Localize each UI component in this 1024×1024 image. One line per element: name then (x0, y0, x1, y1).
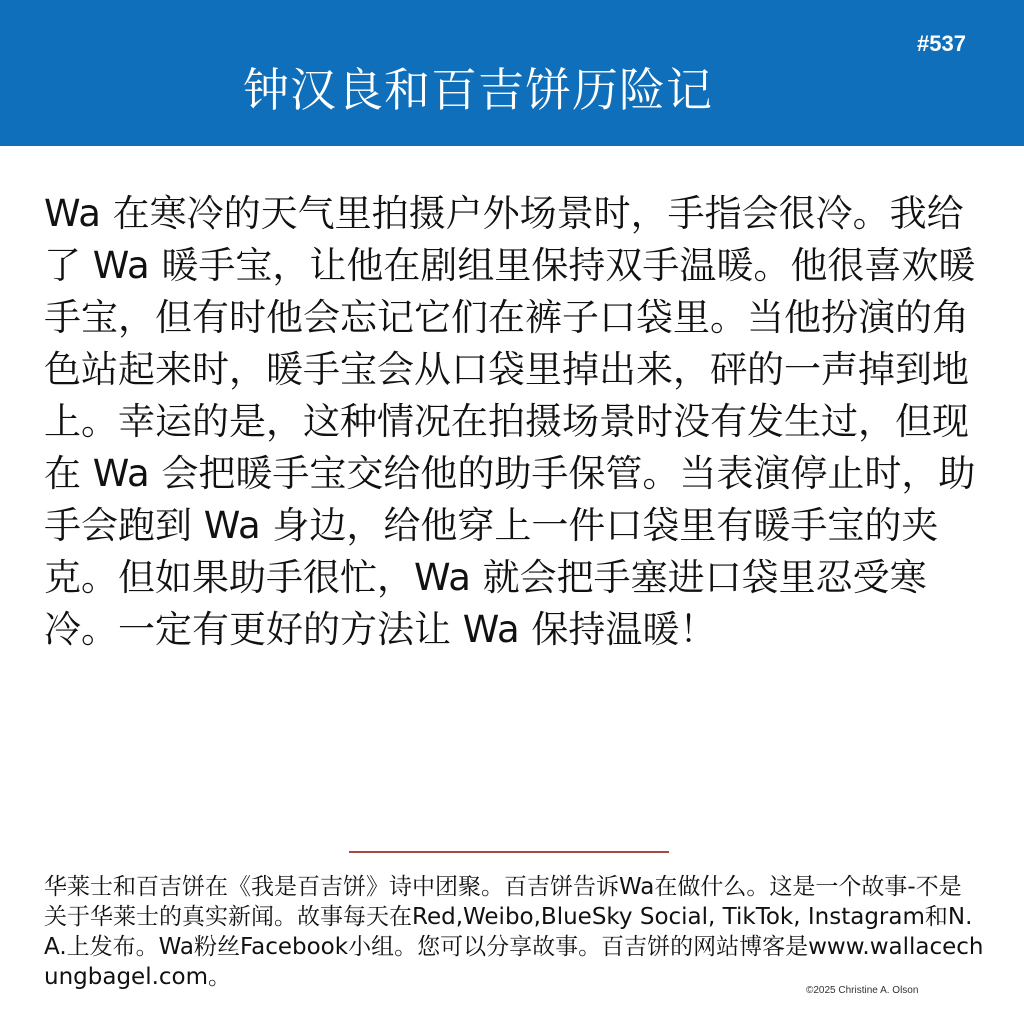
divider-line (349, 851, 669, 853)
footer-note: 华莱士和百吉饼在《我是百吉饼》诗中团聚。百吉饼告诉Wa在做什么。这是一个故事-不是关于华莱士的真实新闻。故事每天在Red,Weibo,BlueSky Social, TikTok, Instagram和N.A.上发布。Wa粉丝Facebook小组。您可以分享故事。百吉饼的网站博客是www.wallacechungbagel.com。 (44, 874, 984, 990)
story-text: Wa 在寒冷的天气里拍摄户外场景时，手指会很冷。我给了 Wa 暖手宝，让他在剧组里保持双手温暖。他很喜欢暖手宝，但有时他会忘记它们在裤子口袋里。当他扮演的角色站起来时，暖手宝会从口袋里掉出来，砰的一声掉到地上。幸运的是，这种情况在拍摄场景时没有发生过，但现在 Wa 会把暖手宝交给他的助手保管。当表演停止时，助手会跑到 Wa 身边，给他穿上一件口袋里有暖手宝的夹克。但如果助手很忙，Wa 就会把手塞进口袋里忍受寒冷。一定有更好的方法让 Wa 保持温暖！ (44, 192, 976, 651)
copyright-notice: ©2025 Christine A. Olson (806, 985, 919, 996)
title-banner (0, 0, 1024, 146)
page-title: 钟汉良和百吉饼历险记 (243, 63, 713, 117)
episode-number: #537 (917, 31, 966, 56)
